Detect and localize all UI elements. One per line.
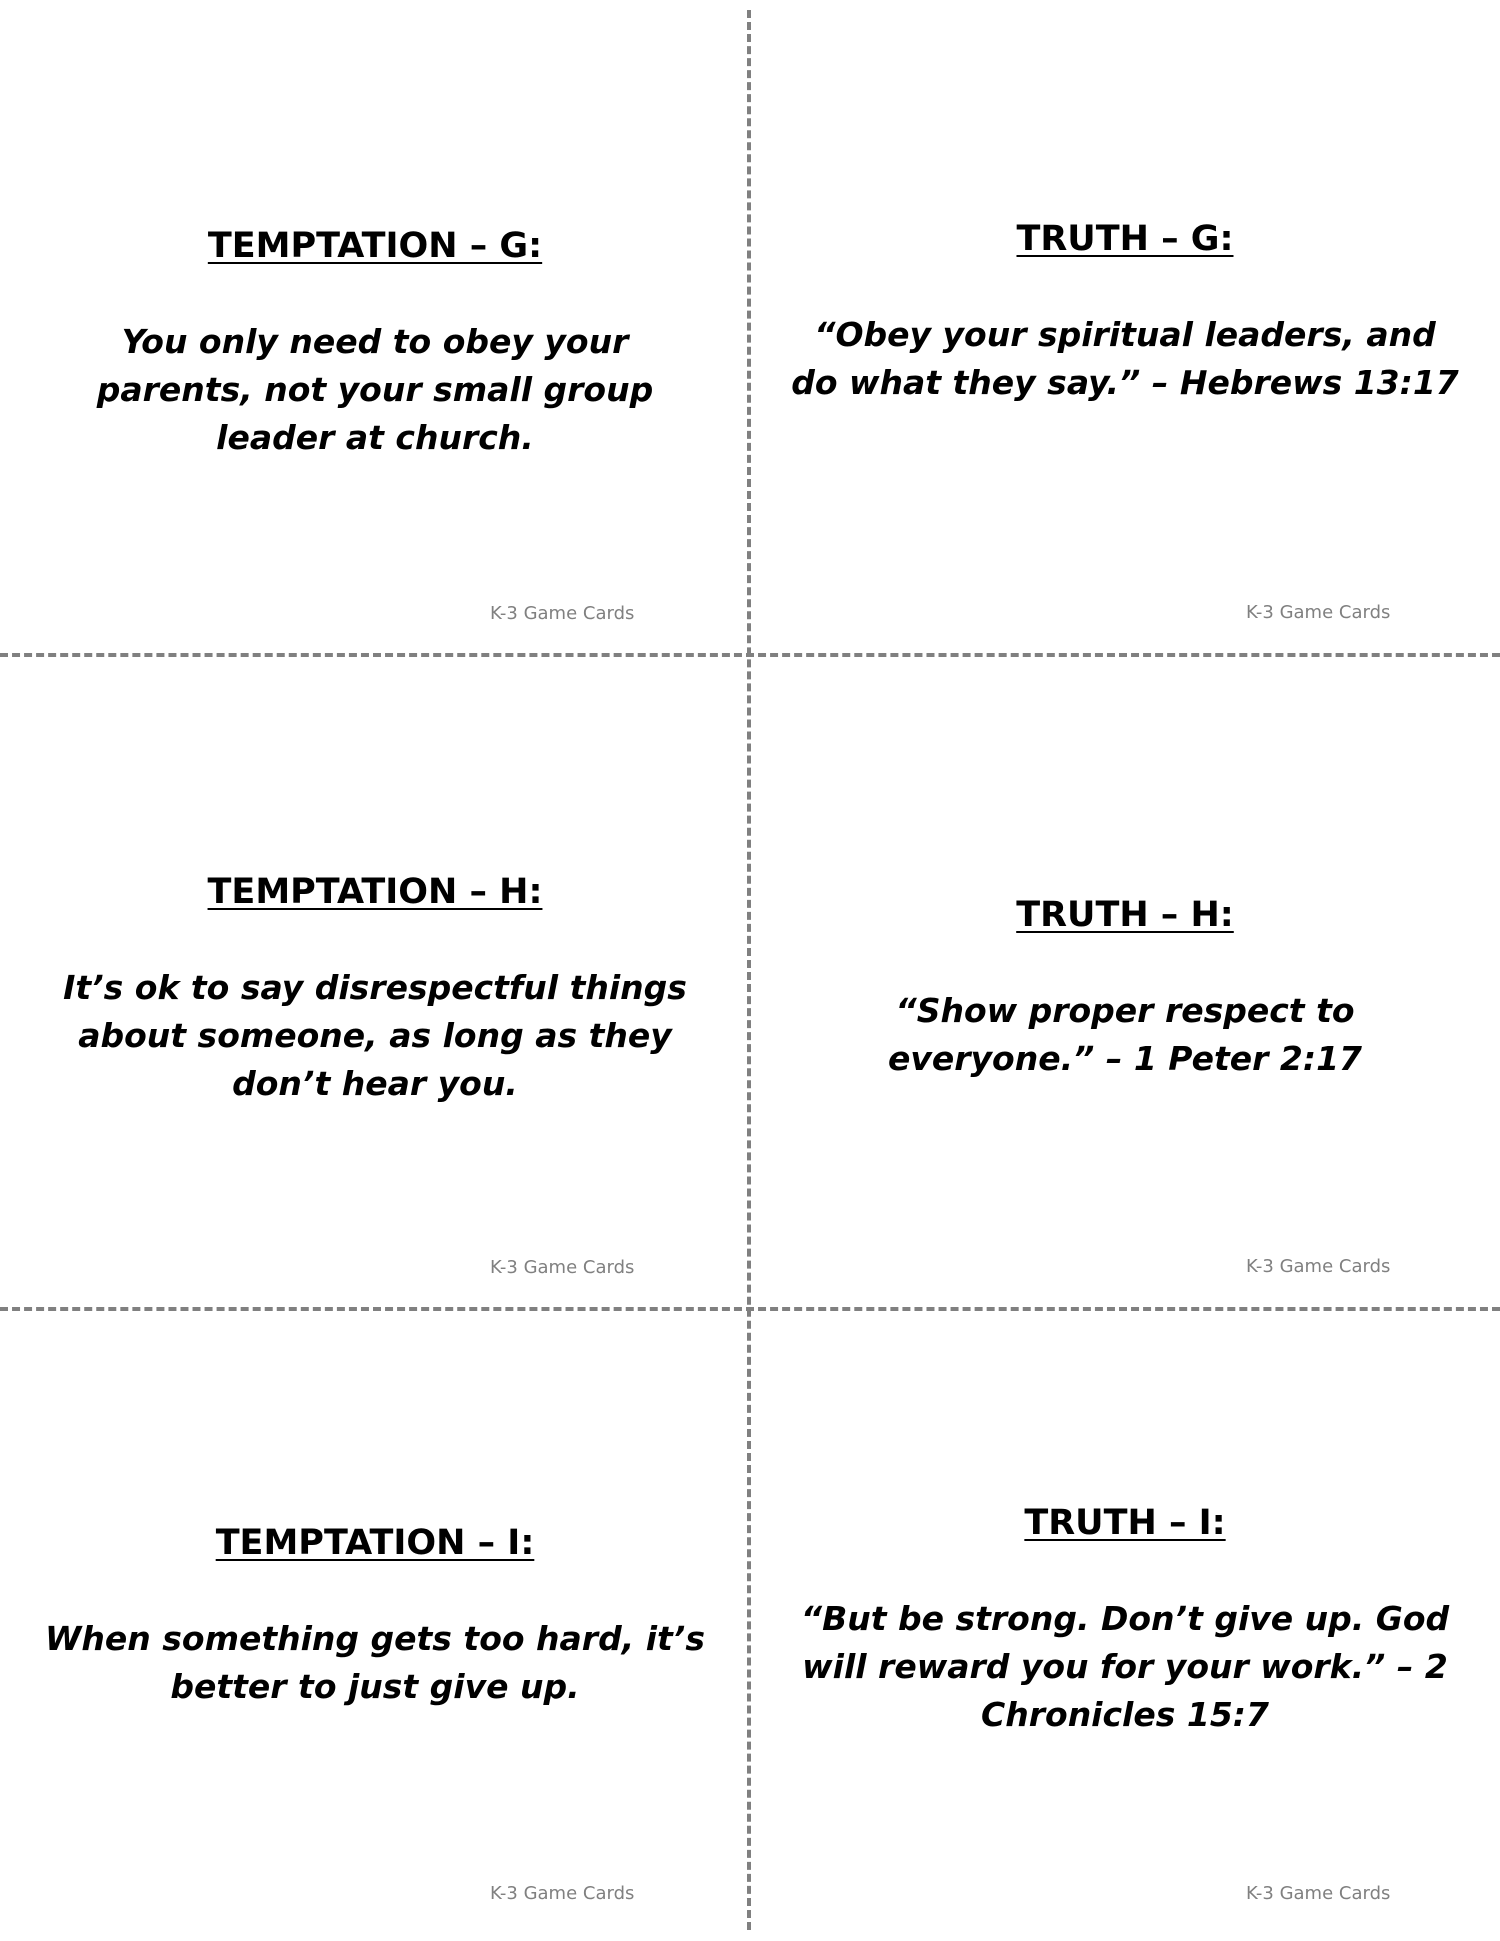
card-footer: K-3 Game Cards xyxy=(1246,1883,1391,1904)
card-title: TEMPTATION – H: xyxy=(207,872,543,912)
card-footer: K-3 Game Cards xyxy=(1246,1256,1391,1277)
temptation-card-i xyxy=(0,1308,750,1941)
card-text: It’s ok to say disrespectful things about someone, as long as they don’t hear you. xyxy=(63,968,687,1103)
card-text: When something gets too hard, it’s better to just give up. xyxy=(45,1619,705,1706)
truth-card-h xyxy=(750,654,1500,1307)
card-text: “Show proper respect to everyone.” – 1 Peter 2:17 xyxy=(887,991,1362,1078)
card-title: TRUTH – H: xyxy=(1016,895,1234,935)
card-footer: K-3 Game Cards xyxy=(1246,602,1391,623)
card-footer: K-3 Game Cards xyxy=(490,1257,635,1278)
card-text: You only need to obey your parents, not your small group leader at church. xyxy=(96,322,654,457)
truth-card-g xyxy=(750,0,1500,653)
card-text: “Obey your spiritual leaders, and do what they say.” – Hebrews 13:17 xyxy=(791,315,1459,402)
card-title: TRUTH – G: xyxy=(1016,219,1234,259)
card-text: “But be strong. Don’t give up. God will reward you for your work.” – 2 Chronicles 15:7 xyxy=(800,1599,1450,1734)
card-title: TEMPTATION – G: xyxy=(207,226,543,266)
truth-card-i xyxy=(750,1308,1500,1941)
temptation-card-g xyxy=(0,0,750,653)
card-title: TEMPTATION – I: xyxy=(215,1523,535,1563)
card-footer: K-3 Game Cards xyxy=(490,603,635,624)
card-title: TRUTH – I: xyxy=(1024,1503,1226,1543)
temptation-card-h xyxy=(0,654,750,1307)
card-footer: K-3 Game Cards xyxy=(490,1883,635,1904)
